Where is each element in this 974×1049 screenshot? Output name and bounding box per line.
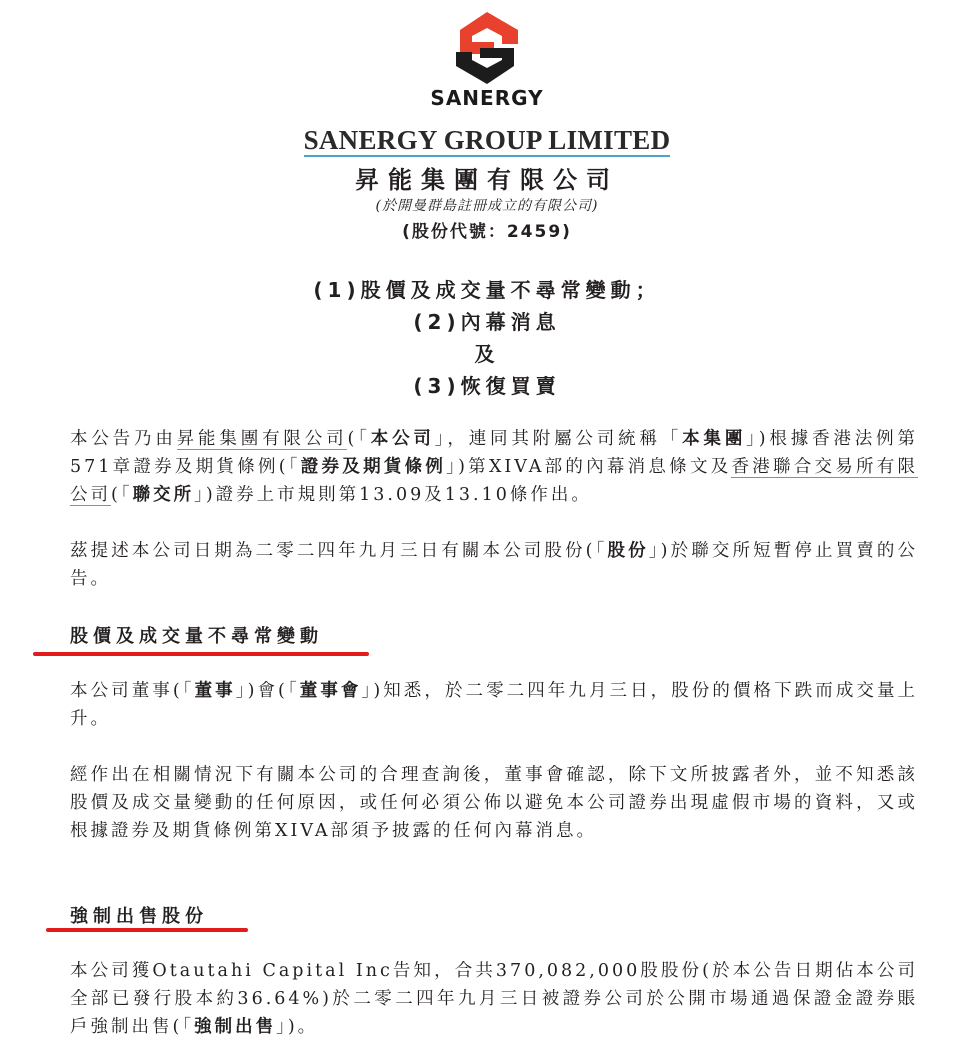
exchange-link[interactable]: 香港聯合交易所有限公司 bbox=[70, 457, 918, 505]
section-underline-1 bbox=[33, 652, 369, 656]
logo-wordmark: SANERGY bbox=[430, 86, 544, 110]
section2-paragraph-1: 本公司獲Otautahi Capital Inc告知，合共370,082,000股股份(於本公告日期佔本公司全部已發行股本約36.64%)於二零二四年九月三日被證券公司於公開市場通過保證金證券賬戶強制出售(「強制出售」)。 bbox=[70, 961, 918, 1037]
company-name-chinese: 昇能集團有限公司 bbox=[355, 166, 619, 194]
section1-paragraph-2: 經作出在相關情況下有關本公司的合理查詢後，董事會確認，除下文所披露者外，並不知悉該股價及成交量變動的任何原因，或任何必須公佈以避免本公司證券出現虛假市場的資料，又或根據證券及期貨條例第XIVA部須予披露的任何內幕消息。 bbox=[70, 765, 918, 841]
intro-paragraph-2: 茲提述本公司日期為二零二四年九月三日有關本公司股份(「股份」)於聯交所短暫停止買賣的公告。 bbox=[70, 541, 919, 589]
incorporation-note: (於開曼群島註冊成立的有限公司) bbox=[375, 198, 599, 214]
section-underline-2 bbox=[46, 928, 248, 932]
intro-paragraph-1: 本公告乃由昇能集團有限公司(「本公司」，連同其附屬公司統稱「本集團」)根據香港法例第571章證券及期貨條例(「證券及期貨條例」)第XIVA部的內幕消息條文及香港聯合交易所有限公司(「聯交所」)證券上市規則第13.09及13.10條作出。 bbox=[70, 429, 918, 505]
title-line-4: (3)恢復買賣 bbox=[413, 374, 561, 398]
title-line-1: (1)股價及成交量不尋常變動； bbox=[313, 278, 661, 302]
logo bbox=[0, 12, 974, 108]
stock-code: (股份代號：2459) bbox=[402, 222, 572, 242]
title-line-3: 及 bbox=[474, 342, 500, 366]
section1-paragraph-1: 本公司董事(「董事」)會(「董事會」)知悉，於二零二四年九月三日，股份的價格下跌而成交量上升。 bbox=[70, 681, 919, 729]
company-name-english: SANERGY GROUP LIMITED bbox=[303, 125, 671, 155]
section-heading-price-volume: 股價及成交量不尋常變動 bbox=[70, 626, 323, 647]
company-link[interactable]: 昇能集團有限公司 bbox=[176, 429, 348, 449]
sanergy-s-hexagon-icon bbox=[454, 12, 520, 84]
title-line-2: (2)內幕消息 bbox=[413, 310, 561, 334]
section-heading-forced-sale: 強制出售股份 bbox=[70, 906, 208, 927]
